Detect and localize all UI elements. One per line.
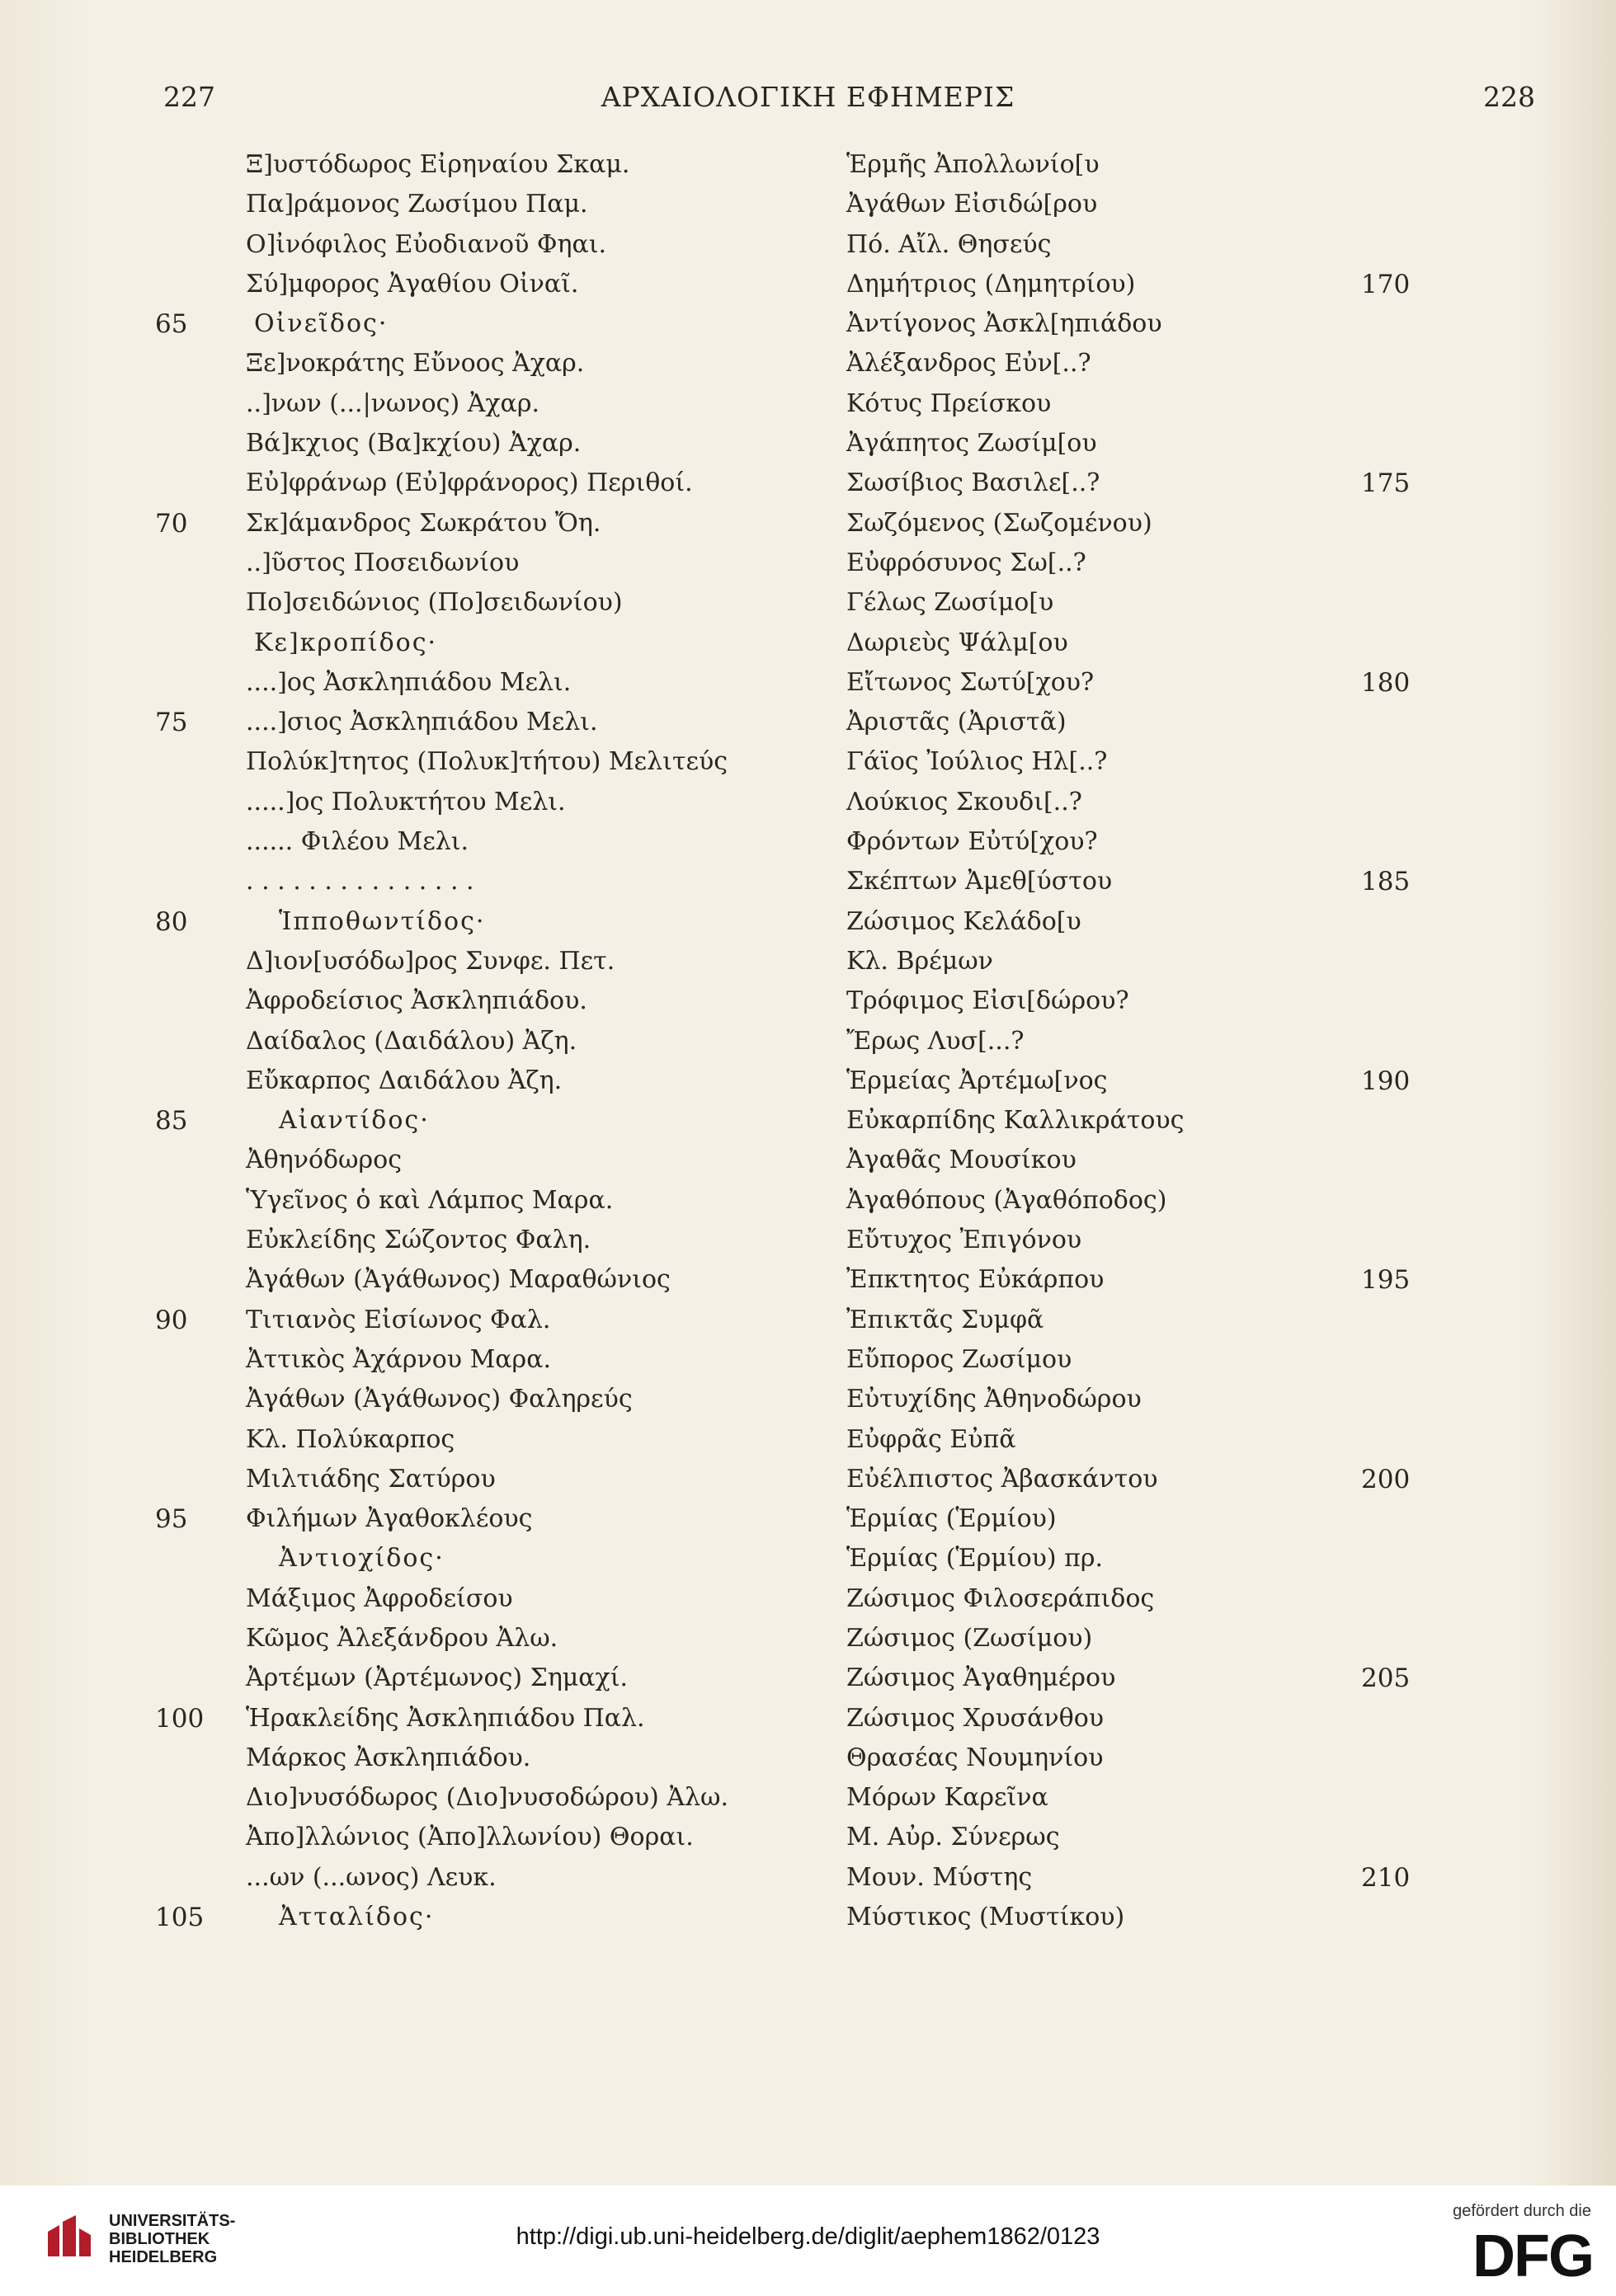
left-entry-row <box>0 1781 808 1821</box>
line-number: 200 <box>1361 1464 1411 1494</box>
line-number: 85 <box>155 1106 188 1136</box>
left-entry-row <box>0 1583 808 1622</box>
right-entry-row <box>808 1542 1616 1582</box>
entry-text: Ἀτταλίδος· <box>279 1903 435 1932</box>
line-number: 175 <box>1361 468 1411 499</box>
entry-text: Ἐπικτᾶς Συμφᾶ <box>846 1305 1044 1334</box>
right-entry-row <box>808 1184 1616 1224</box>
entry-text: Γέλως Ζωσίμο[υ <box>846 588 1054 618</box>
entry-text: Ξ]υστόδωρος Εἰρηναίου Σκαμ. <box>246 150 630 179</box>
entry-text: Ἱπποθωντίδος· <box>279 906 486 936</box>
entry-text: Ἀρτέμων (Ἀρτέμωνος) Σημαχί. <box>246 1663 629 1693</box>
entry-text: Σύ]μφορος Ἀγαθίου Οἰναῖ. <box>246 269 579 299</box>
entry-text: Πο]σειδώνιος (Πο]σειδωνίου) <box>246 588 623 618</box>
right-entry-row <box>808 1025 1616 1065</box>
entry-text: Ἀπο]λλώνιος (Ἀπο]λλωνίου) Θοραι. <box>246 1823 694 1852</box>
left-entry-row <box>0 1662 808 1701</box>
line-number: 205 <box>1361 1663 1411 1694</box>
line-number: 70 <box>155 508 188 539</box>
entry-text: Ζώσιμος Χρυσάνθου <box>846 1703 1105 1733</box>
right-entry-row <box>808 1662 1616 1701</box>
left-entry-row <box>0 826 808 865</box>
right-entry-row <box>808 985 1616 1024</box>
entry-text: Σωσίβιος Βασιλε[..? <box>846 468 1100 498</box>
entry-text: Φιλήμων Ἀγαθοκλέους <box>246 1504 533 1534</box>
right-entry-row <box>808 1861 1616 1901</box>
entry-text: Ἀφροδείσιος Ἀσκληπιάδου. <box>246 986 587 1016</box>
right-entry-row <box>808 627 1616 666</box>
left-entry-row <box>0 547 808 586</box>
right-entry-row <box>808 786 1616 826</box>
left-entry-row <box>0 1861 808 1901</box>
right-entry-row <box>808 388 1616 427</box>
left-entry-row <box>0 1383 808 1423</box>
right-entry-row <box>808 586 1616 626</box>
entry-text: Ο]ἰνόφιλος Εὐοδιανοῦ Φηαι. <box>246 229 607 259</box>
left-entry-row <box>0 706 808 746</box>
sponsor-label: gefördert durch die <box>1453 2202 1591 2220</box>
entry-text: ..]ῦστος Ποσειδωνίου <box>246 548 520 577</box>
left-entry-row <box>0 148 808 188</box>
entry-text: ..]νων (...|νωνος) Ἀχαρ. <box>246 388 539 418</box>
entry-text: Αἰαντίδος· <box>279 1106 430 1136</box>
entry-text: Ἀθηνόδωρος <box>246 1146 403 1175</box>
left-entry-row <box>0 507 808 547</box>
entry-text: Δωριεὺς Ψάλμ[ου <box>846 628 1068 657</box>
left-entry-row <box>0 1423 808 1463</box>
entry-text: Εὔπορος Ζωσίμου <box>846 1344 1072 1374</box>
right-entry-row <box>808 427 1616 467</box>
right-page-number: 228 <box>1483 81 1535 113</box>
line-number: 80 <box>155 906 188 937</box>
left-entry-row <box>0 1304 808 1343</box>
right-entry-row <box>808 1144 1616 1183</box>
right-column <box>808 148 1616 1941</box>
left-entry-row <box>0 1901 808 1941</box>
entry-text: Δημήτριος (Δημητρίου) <box>846 269 1136 299</box>
right-entry-row <box>808 1583 1616 1622</box>
entry-text: Μιλτιάδης Σατύρου <box>246 1464 496 1494</box>
right-entry-row <box>808 1343 1616 1383</box>
right-entry-row <box>808 1503 1616 1542</box>
right-entry-row <box>808 188 1616 228</box>
entry-text: Ἀντιοχίδος· <box>279 1544 445 1574</box>
entry-text: Δ]ιον[υσόδω]ρος Συνφε. Πετ. <box>246 946 615 976</box>
line-number: 105 <box>155 1903 205 1933</box>
entry-text: Σωζόμενος (Σωζομένου) <box>846 508 1152 538</box>
entry-text: Μάρκος Ἀσκληπιάδου. <box>246 1743 531 1772</box>
left-entry-row <box>0 1702 808 1742</box>
entry-text: Τρόφιμος Εἰσι[δώρου? <box>846 986 1129 1016</box>
entry-text: Ἀττικὸς Ἀχάρνου Μαρα. <box>246 1344 551 1374</box>
entry-text: Κε]κροπίδος· <box>254 628 438 657</box>
left-entry-row <box>0 268 808 308</box>
page-header <box>0 81 1616 122</box>
left-entry-row <box>0 1144 808 1183</box>
left-entry-row <box>0 1184 808 1224</box>
entry-text: ....]ος Ἀσκληπιάδου Μελι. <box>246 667 572 697</box>
line-number: 185 <box>1361 867 1411 897</box>
line-number: 195 <box>1361 1265 1411 1296</box>
entry-text: Ἡρακλείδης Ἀσκληπιάδου Παλ. <box>246 1703 645 1733</box>
entry-text: Φρόντων Εὐτύ[χου? <box>846 827 1098 857</box>
right-entry-row <box>808 1622 1616 1662</box>
entry-text: Μύστικος (Μυστίκου) <box>846 1903 1125 1932</box>
right-entry-row <box>808 1821 1616 1861</box>
entry-text: Κλ. Βρέμων <box>846 946 993 976</box>
entry-text: Πα]ράμονος Ζωσίμου Παμ. <box>246 190 588 219</box>
left-page-number: 227 <box>163 81 215 113</box>
entry-text: Ζώσιμος Φιλοσεράπιδος <box>846 1583 1155 1613</box>
right-entry-row <box>808 706 1616 746</box>
right-entry-row <box>808 1304 1616 1343</box>
right-entry-row <box>808 865 1616 905</box>
left-entry-row <box>0 1104 808 1144</box>
entry-text: Μ. Αὐρ. Σύνερως <box>846 1823 1060 1852</box>
right-entry-row <box>808 1423 1616 1463</box>
left-entry-row <box>0 467 808 506</box>
entry-text: ....]σιος Ἀσκληπιάδου Μελι. <box>246 708 598 737</box>
right-entry-row <box>808 1263 1616 1303</box>
right-entry-row <box>808 1901 1616 1941</box>
left-entry-row <box>0 1542 808 1582</box>
entry-text: Ἔρως Λυσ[...? <box>846 1026 1025 1056</box>
entry-text: Δαίδαλος (Δαιδάλου) Ἀζη. <box>246 1026 577 1056</box>
left-entry-row <box>0 985 808 1024</box>
left-entry-row <box>0 666 808 706</box>
line-number: 170 <box>1361 269 1411 299</box>
left-entry-row <box>0 1025 808 1065</box>
left-column <box>0 148 808 1941</box>
line-number: 190 <box>1361 1066 1411 1096</box>
left-entry-row <box>0 586 808 626</box>
entry-text: Εὐφρᾶς Εὐπᾶ <box>846 1424 1016 1454</box>
left-entry-row <box>0 228 808 268</box>
left-entry-row <box>0 308 808 347</box>
right-entry-row <box>808 826 1616 865</box>
left-entry-row <box>0 746 808 785</box>
left-entry-row <box>0 347 808 387</box>
entry-text: Εὔτυχος Ἐπιγόνου <box>846 1226 1082 1255</box>
entry-text: Ὑγεῖνος ὁ καὶ Λάμπος Μαρα. <box>246 1185 614 1215</box>
digitization-footer <box>0 2185 1616 2296</box>
entry-text: Μάξιμος Ἀφροδείσου <box>246 1583 513 1613</box>
entry-text: Θρασέας Νουμηνίου <box>846 1743 1104 1772</box>
line-number: 65 <box>155 309 188 340</box>
entry-text: Πό. Αἴλ. Θησεύς <box>846 229 1052 259</box>
left-entry-row <box>0 188 808 228</box>
entry-text: Εὐφρόσυνος Σω[..? <box>846 548 1086 577</box>
entry-text: Εὐ]φράνωρ (Εὐ]φράνορος) Περιθοί. <box>246 468 693 498</box>
left-entry-row <box>0 906 808 945</box>
entry-text: Διο]νυσόδωρος (Διο]νυσοδώρου) Ἀλω. <box>246 1783 729 1813</box>
entry-text: Ἀντίγονος Ἀσκλ[ηπιάδου <box>846 309 1162 339</box>
right-entry-row <box>808 906 1616 945</box>
right-entry-row <box>808 746 1616 785</box>
entry-text: Ἀγάθων Εἰσιδώ[ρου <box>846 190 1098 219</box>
line-number: 95 <box>155 1504 188 1535</box>
entry-text: Ἀγάπητος Ζωσίμ[ου <box>846 429 1097 459</box>
left-entry-row <box>0 1622 808 1662</box>
left-entry-row <box>0 1821 808 1861</box>
right-entry-row <box>808 1742 1616 1781</box>
right-entry-row <box>808 1781 1616 1821</box>
entry-text: Τιτιανὸς Εἰσίωνος Φαλ. <box>246 1305 551 1334</box>
entry-text: Μόρων Καρεῖνα <box>846 1783 1048 1813</box>
right-entry-row <box>808 1104 1616 1144</box>
entry-text: Γάϊος Ἰούλιος Ηλ[..? <box>846 747 1108 777</box>
library-name: UNIVERSITÄTS- BIBLIOTHEK HEIDELBERG <box>109 2212 236 2266</box>
entry-text: Ξε]νοκράτης Εὔνοος Ἀχαρ. <box>246 349 585 379</box>
right-entry-row <box>808 268 1616 308</box>
left-entry-row <box>0 427 808 467</box>
entry-text: Ἀγάθων (Ἀγάθωνος) Μαραθώνιος <box>246 1265 671 1295</box>
entry-text: Πολύκ]τητος (Πολυκ]τήτου) Μελιτεύς <box>246 747 728 777</box>
line-number: 180 <box>1361 667 1411 698</box>
entry-text: Ἑρμίας (Ἑρμίου) πρ. <box>846 1544 1104 1574</box>
entry-text: Ἑρμείας Ἀρτέμω[νος <box>846 1066 1108 1095</box>
right-entry-row <box>808 467 1616 506</box>
line-number: 75 <box>155 708 188 738</box>
entry-text: Βά]κχιος (Βα]κχίου) Ἀχαρ. <box>246 429 582 459</box>
right-entry-row <box>808 666 1616 706</box>
entry-text: Ἀριστᾶς (Ἀριστᾶ) <box>846 708 1067 737</box>
entry-text: Ἑρμίας (Ἑρμίου) <box>846 1504 1057 1534</box>
entry-text: Εἴτωνος Σωτύ[χου? <box>846 667 1095 697</box>
right-entry-row <box>808 1383 1616 1423</box>
entry-text: Ζώσιμος Ἀγαθημέρου <box>846 1663 1116 1693</box>
entry-text: Ἀλέξανδρος Εὐν[..? <box>846 349 1091 379</box>
right-entry-row <box>808 1702 1616 1742</box>
left-entry-row <box>0 1742 808 1781</box>
left-entry-row <box>0 1343 808 1383</box>
left-entry-row <box>0 786 808 826</box>
left-entry-row <box>0 1065 808 1104</box>
right-entry-row <box>808 507 1616 547</box>
dfg-logo: DFG <box>1472 2223 1593 2289</box>
entry-text: Ἀγάθων (Ἀγάθωνος) Φαληρεύς <box>246 1385 633 1414</box>
left-entry-row <box>0 388 808 427</box>
left-entry-row <box>0 1463 808 1503</box>
line-number: 90 <box>155 1305 188 1335</box>
running-title: ΑΡΧΑΙΟΛΟΓΙΚΗ ΕΦΗΜΕΡΙΣ <box>601 81 1015 113</box>
entry-text: Μουν. Μύστης <box>846 1862 1033 1892</box>
right-entry-row <box>808 347 1616 387</box>
entry-text: Ἐπκτητος Εὐκάρπου <box>846 1265 1105 1295</box>
right-entry-row <box>808 308 1616 347</box>
entry-text: Κότυς Πρείσκου <box>846 388 1052 418</box>
right-entry-row <box>808 228 1616 268</box>
right-entry-row <box>808 547 1616 586</box>
entry-text: Ζώσιμος Κελάδο[υ <box>846 906 1081 936</box>
line-number: 210 <box>1361 1862 1411 1893</box>
entry-text: Σκ]άμανδρος Σωκράτου Ὄη. <box>246 508 601 538</box>
right-entry-row <box>808 945 1616 985</box>
entry-text: Λούκιος Σκουδι[..? <box>846 787 1082 816</box>
line-number: 100 <box>155 1703 205 1734</box>
left-entry-row <box>0 1224 808 1263</box>
entry-text: Κλ. Πολύκαρπος <box>246 1424 455 1454</box>
entry-text: Εὐέλπιστος Ἀβασκάντου <box>846 1464 1158 1494</box>
left-entry-row <box>0 627 808 666</box>
entry-text: Εὐκλείδης Σώζοντος Φαλη. <box>246 1226 591 1255</box>
entry-text: . . . . . . . . . . . . . . . <box>246 867 474 896</box>
entry-text: ...ων (...ωνος) Λευκ. <box>246 1862 497 1892</box>
left-entry-row <box>0 865 808 905</box>
permalink-url[interactable]: http://digi.ub.uni-heidelberg.de/diglit/aephem1862/0123 <box>516 2223 1100 2250</box>
left-entry-row <box>0 1503 808 1542</box>
entry-text: Κῶμος Ἀλεξάνδρου Ἀλω. <box>246 1623 558 1653</box>
right-entry-row <box>808 1463 1616 1503</box>
right-entry-row <box>808 1065 1616 1104</box>
entry-text: Ἑρμῆς Ἀπολλωνίο[υ <box>846 150 1100 179</box>
left-entry-row <box>0 945 808 985</box>
left-entry-row <box>0 1263 808 1303</box>
entry-text: Εὐκαρπίδης Καλλικράτους <box>846 1106 1185 1136</box>
right-entry-row <box>808 148 1616 188</box>
entry-text: ...... Φιλέου Μελι. <box>246 827 469 857</box>
entry-text: Ἀγαθᾶς Μουσίκου <box>846 1146 1077 1175</box>
entry-text: Εὔκαρπος Δαιδάλου Ἀζη. <box>246 1066 563 1095</box>
entry-text: Οἰνεῖδος· <box>254 309 389 339</box>
entry-text: Ἀγαθόπους (Ἀγαθόποδος) <box>846 1185 1167 1215</box>
right-entry-row <box>808 1224 1616 1263</box>
entry-text: Ζώσιμος (Ζωσίμου) <box>846 1623 1093 1653</box>
entry-text: Σκέπτων Ἀμεθ[ύστου <box>846 867 1113 896</box>
entry-text: .....]ος Πολυκτήτου Μελι. <box>246 787 566 816</box>
entry-text: Εὐτυχίδης Ἀθηνοδώρου <box>846 1385 1142 1414</box>
